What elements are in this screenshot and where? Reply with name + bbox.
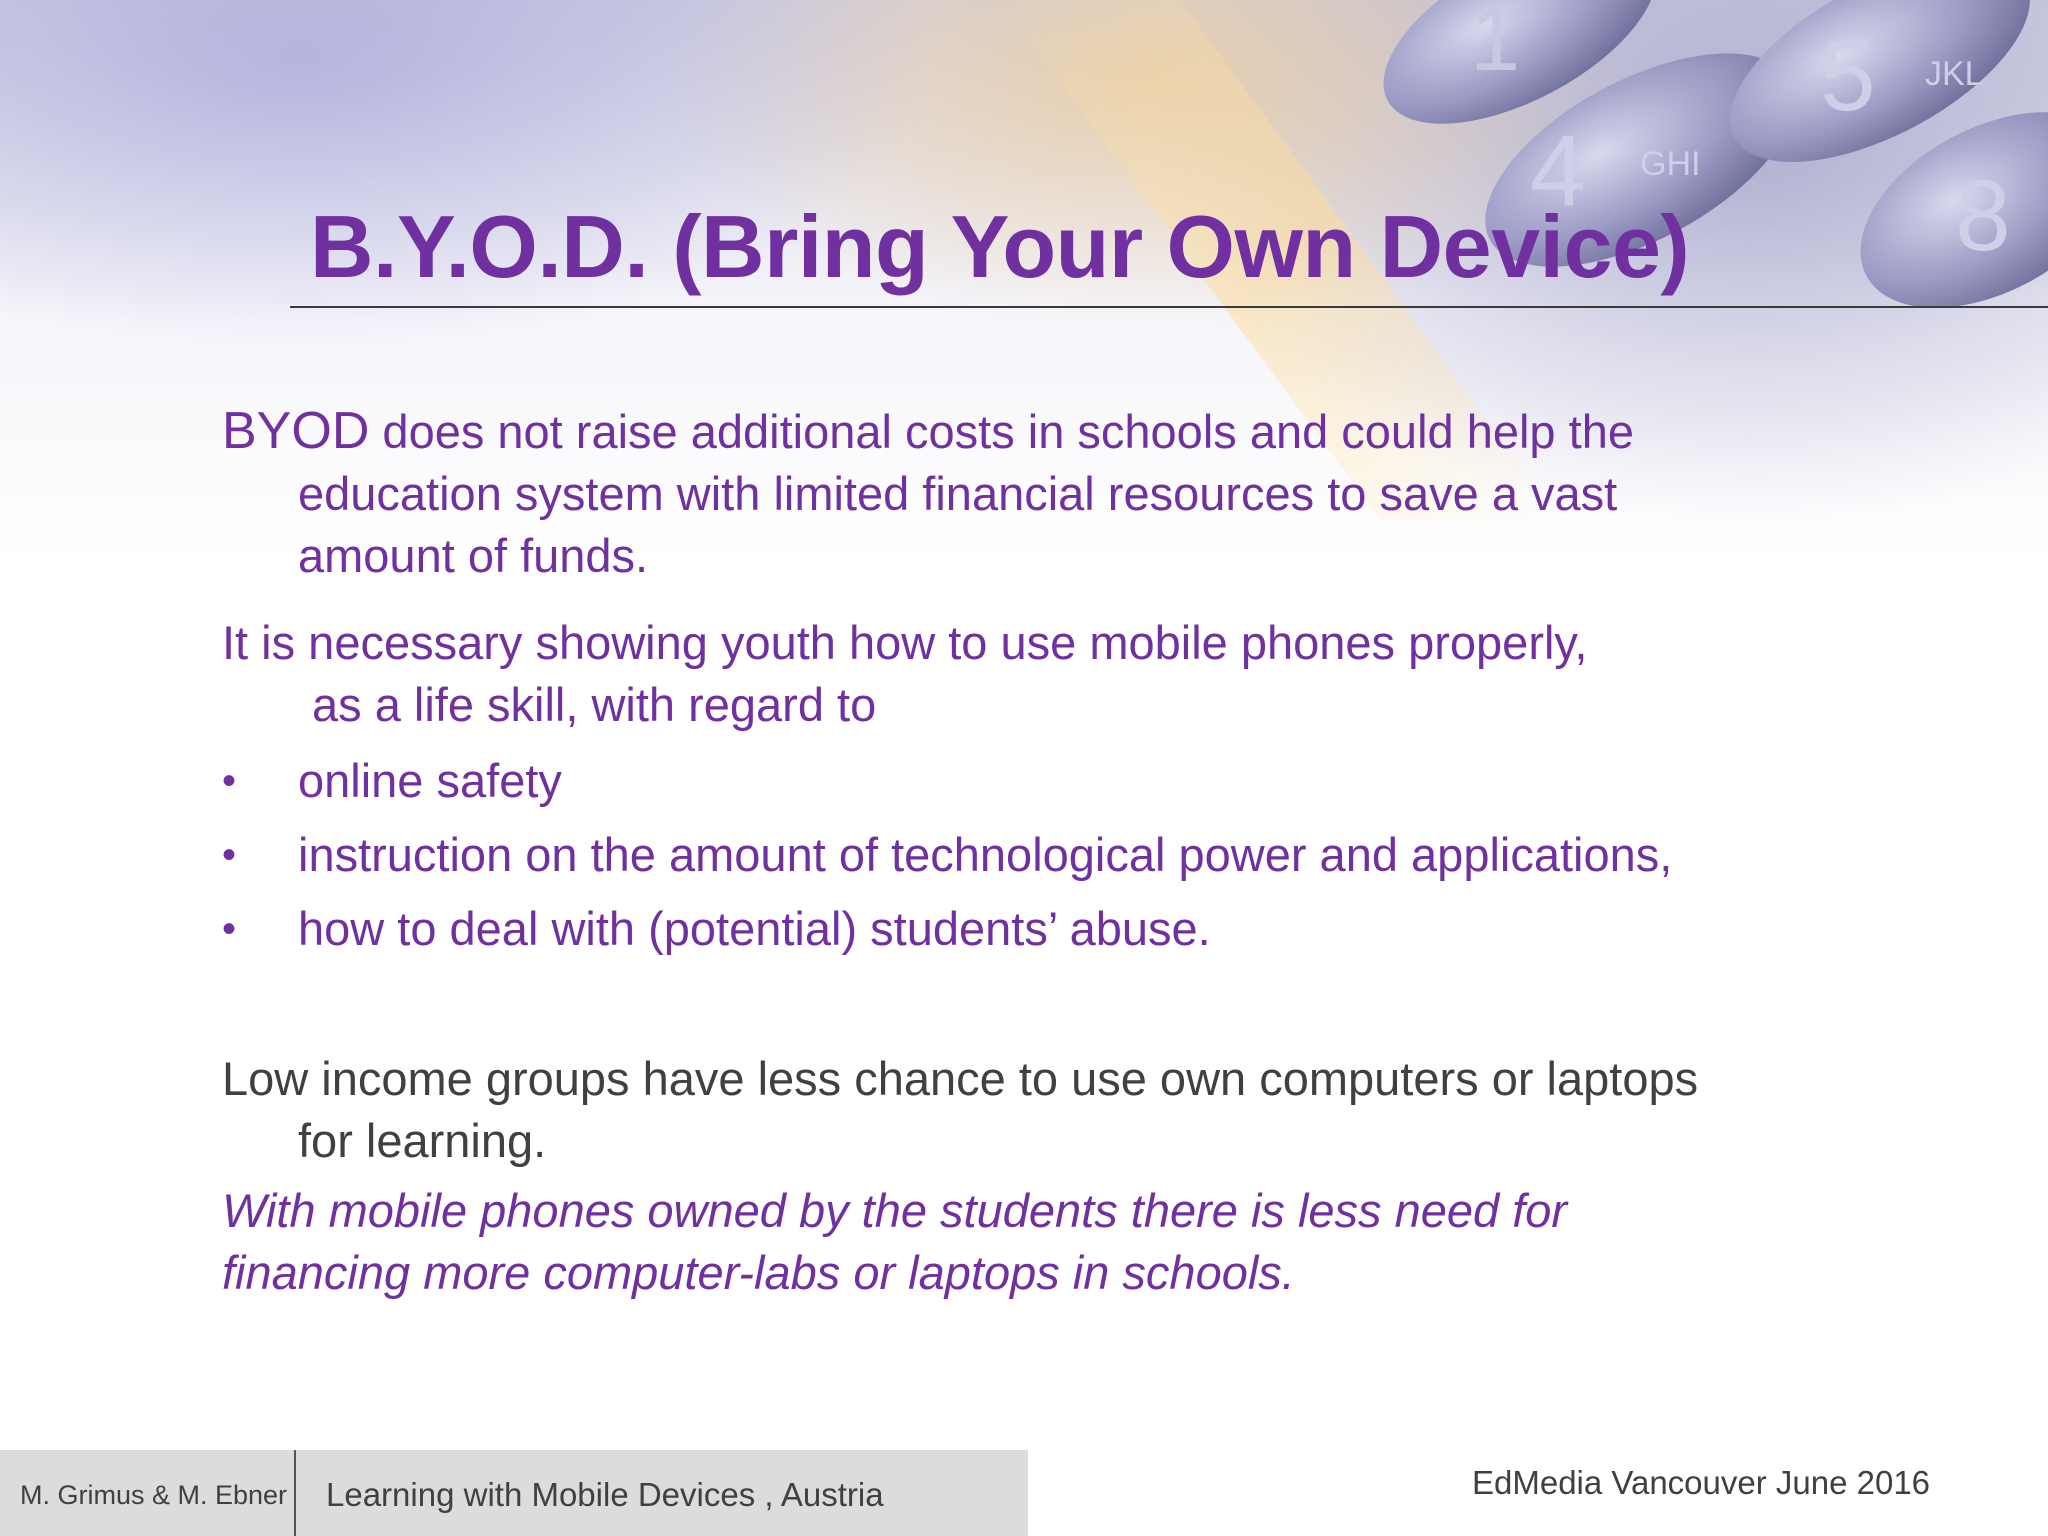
list-item: • how to deal with (potential) students’ abuse. (222, 892, 1882, 966)
bullet-list (222, 744, 1882, 966)
footer-topic: Learning with Mobile Devices , Austria (326, 1476, 884, 1513)
list-item: • instruction on the amount of technological power and applications, (222, 818, 1882, 892)
paragraph1-line3: amount of funds. (298, 529, 649, 582)
paragraph-life-skill (222, 612, 1882, 736)
svg-text:4: 4 (1530, 115, 1586, 227)
paragraph-low-income (222, 1048, 1882, 1172)
slide-title: B.Y.O.D. (Bring Your Own Device) (310, 197, 1690, 296)
paragraph1-line1: does not raise additional costs in schools and could help the (369, 405, 1634, 458)
svg-text:8: 8 (1955, 160, 2011, 272)
footer-divider (294, 1450, 296, 1536)
svg-text:GHI: GHI (1640, 145, 1701, 183)
paragraph-mobile-phones-italic (222, 1180, 1882, 1304)
footer-event: EdMedia Vancouver June 2016 (1472, 1464, 1931, 1501)
list-item: • online safety (222, 744, 1882, 818)
paragraph-byod-costs (222, 400, 1882, 587)
paragraph2-line2: as a life skill, with regard to (312, 678, 877, 731)
svg-text:5: 5 (1820, 20, 1876, 132)
svg-text:1: 1 (1470, 0, 1521, 90)
svg-text:JKL: JKL (1925, 55, 1984, 93)
title-divider (290, 306, 2048, 308)
footer-authors: M. Grimus & M. Ebner (20, 1480, 288, 1510)
paragraph3-line2: for learning. (298, 1114, 547, 1167)
byod-lead-word: BYOD (222, 402, 370, 460)
bullet-icon: • (222, 759, 237, 803)
bullet-icon: • (222, 907, 237, 951)
paragraph3-line1: Low income groups have less chance to use own computers or laptops (222, 1052, 1699, 1105)
paragraph1-line2: education system with limited financial resources to save a vast (298, 467, 1618, 520)
paragraph4-line2: financing more computer-labs or laptops in schools. (222, 1246, 1295, 1299)
paragraph4-line1: With mobile phones owned by the students there is less need for (222, 1184, 1568, 1237)
bullet-icon: • (222, 833, 237, 877)
paragraph2-line1: It is necessary showing youth how to use mobile phones properly, (222, 616, 1588, 669)
